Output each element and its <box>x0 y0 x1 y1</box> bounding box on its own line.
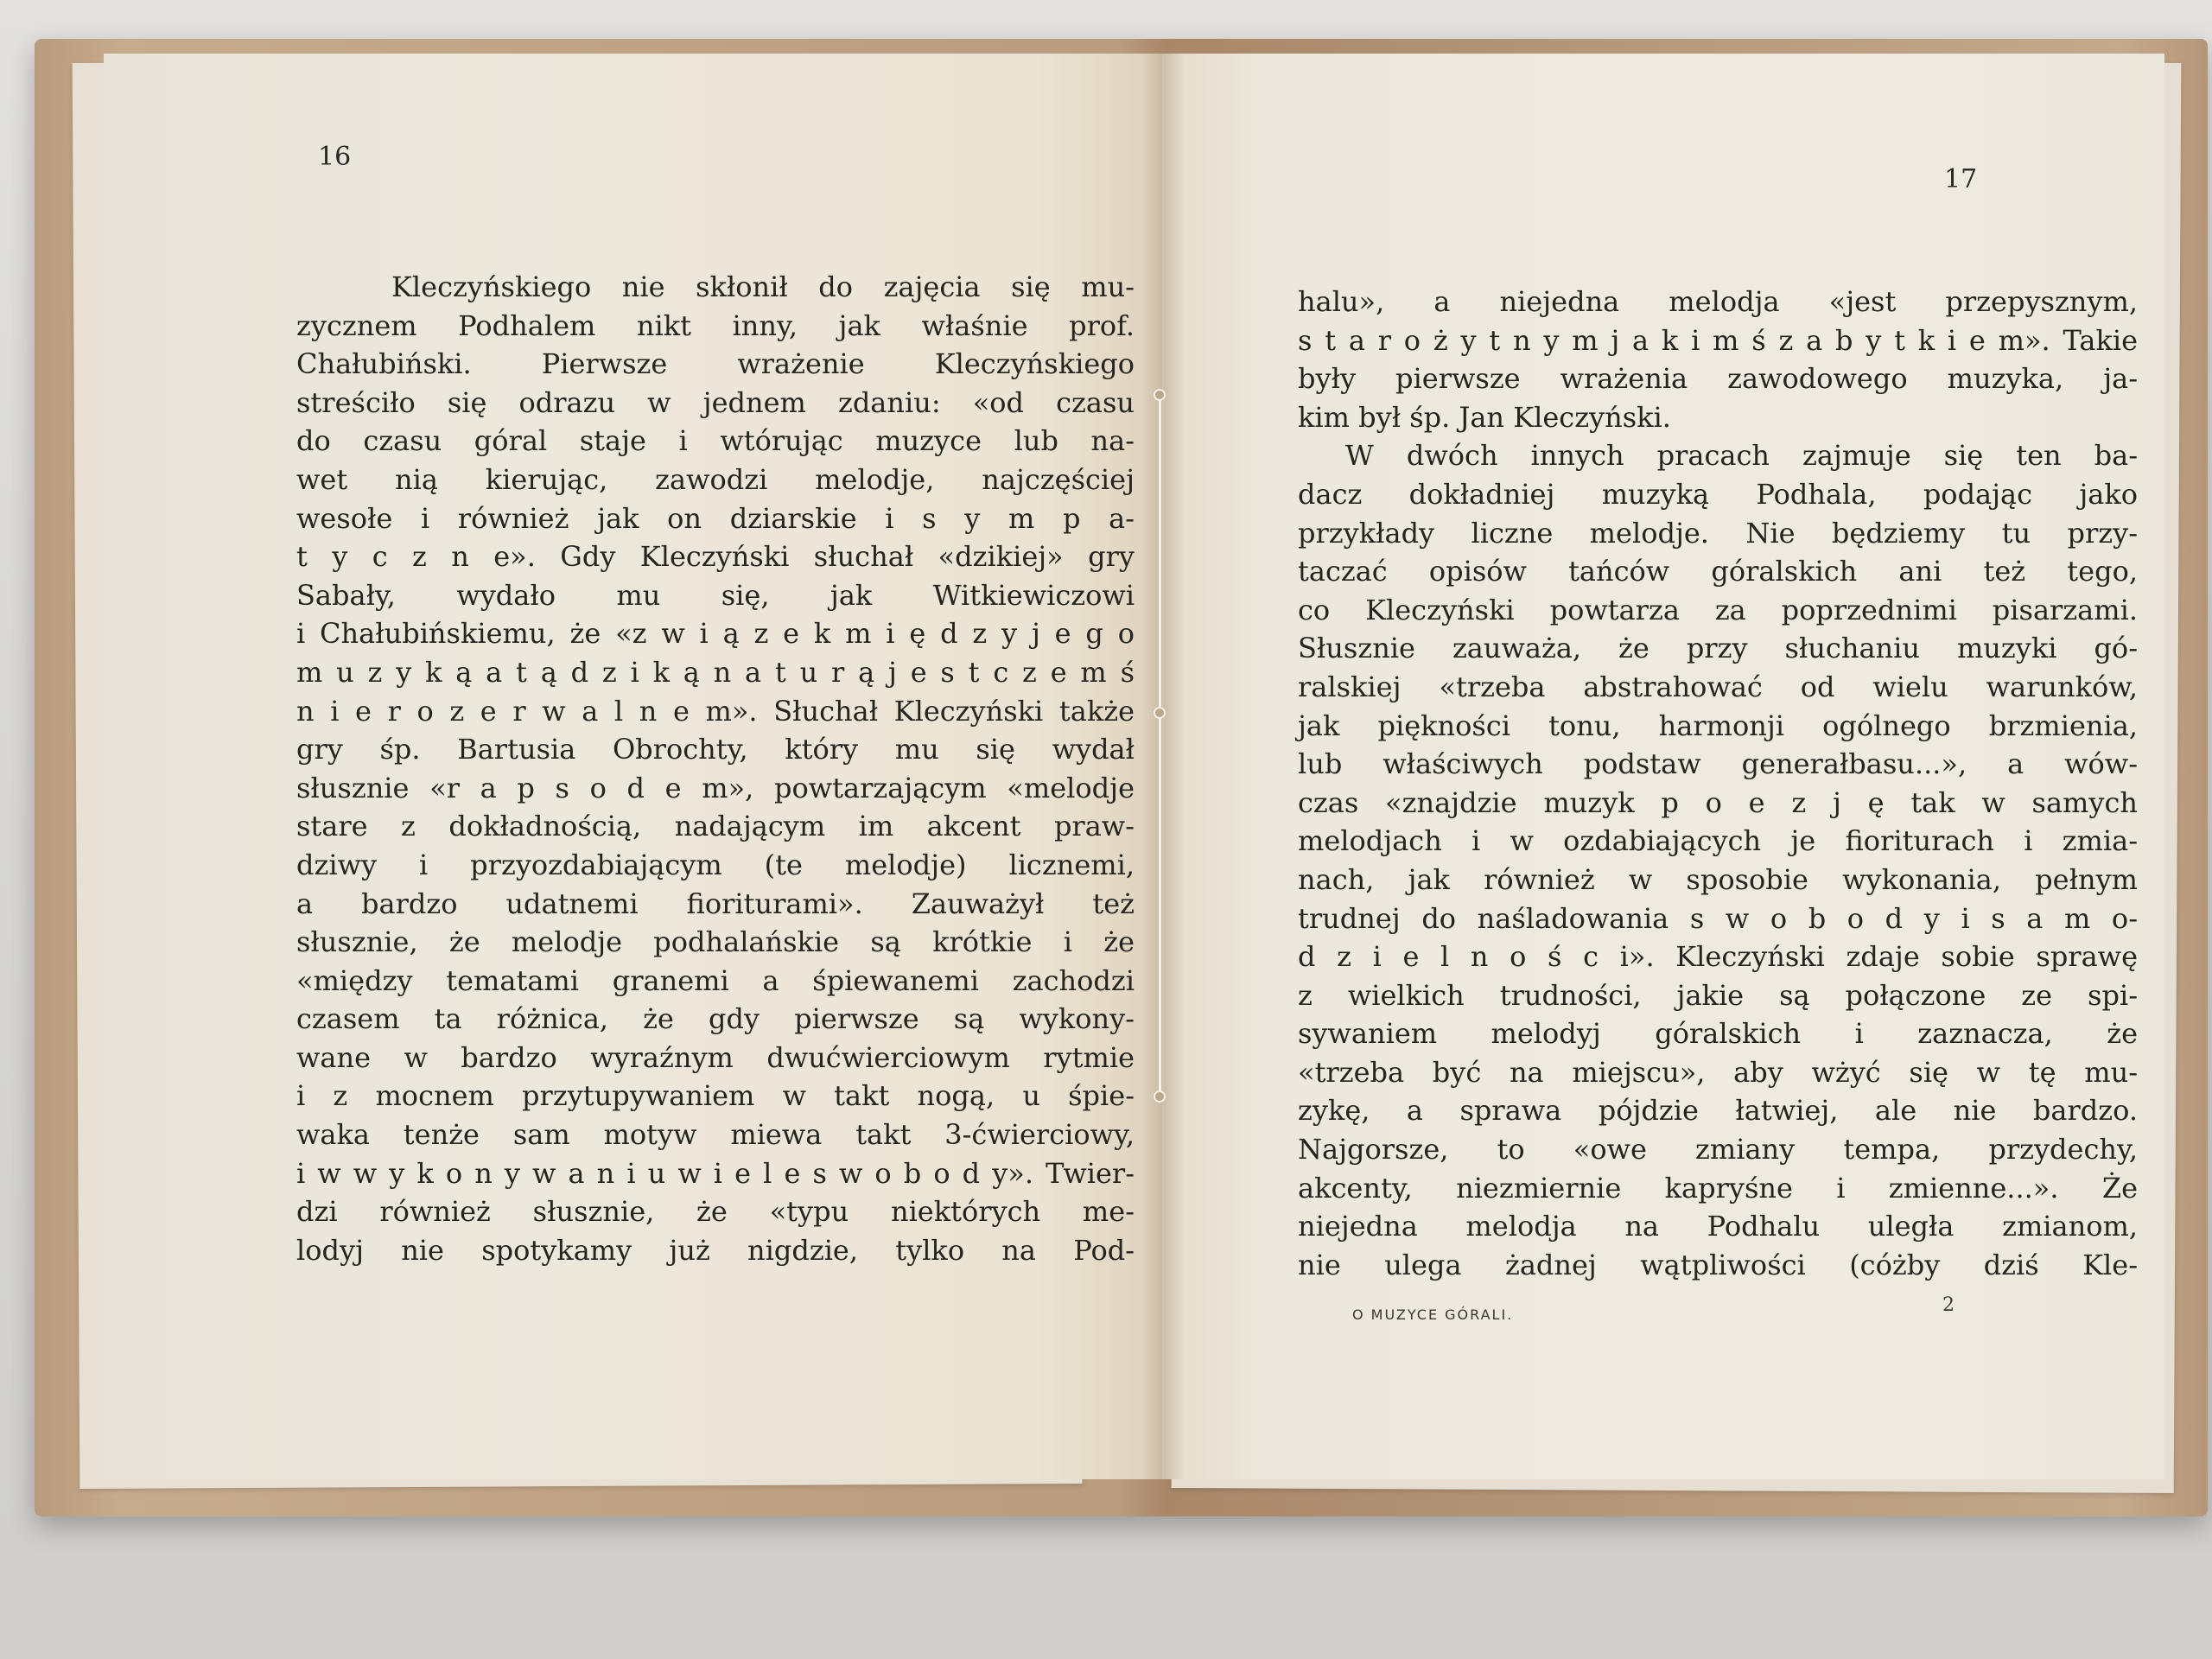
text-line: lub właściwych podstaw generałbasu...», a wów- <box>1298 747 2138 781</box>
page-number-left: 16 <box>318 142 352 172</box>
text-line: z wielkich trudności, jakie są połączone ze spi- <box>1298 978 2138 1012</box>
text-line: dacz dokładniej muzyką Podhala, podając jako <box>1298 477 2138 511</box>
text-line: gry śp. Bartusia Obrochty, który mu się wydał <box>296 733 1135 766</box>
right-page <box>1162 54 2164 1479</box>
text-line: nie ulega żadnej wątpliwości (cóżby dziś Kle- <box>1298 1248 2138 1281</box>
page-number-right: 17 <box>1944 164 1978 194</box>
text-line: kim był śp. Jan Kleczyński. <box>1298 400 1671 434</box>
text-line: ralskiej «trzeba abstrahować od wielu warunków, <box>1298 670 2138 703</box>
text-line: nach, jak również w sposobie wykonania, pełnym <box>1298 862 2138 896</box>
text-line: wesołe i również jak on dziarskie i s y m p a- <box>296 501 1135 535</box>
text-line: zycznem Podhalem nikt inny, jak właśnie prof. <box>296 308 1135 342</box>
text-line: W dwóch innych pracach zajmuje się ten ba- <box>1345 439 2138 473</box>
text-line: a bardzo udatnemi fioriturami». Zauważył też <box>296 887 1135 920</box>
text-line: akcenty, niezmiernie kapryśne i zmienne...». Że <box>1298 1171 2138 1205</box>
text-line: lodyj nie spotykamy już nigdzie, tylko na Pod- <box>296 1233 1135 1267</box>
text-line: trudnej do naśladowania s w o b o d y i s a m o- <box>1298 901 2138 935</box>
text-line: zykę, a sprawa pójdzie łatwiej, ale nie bardzo. <box>1298 1094 2138 1128</box>
text-line: «trzeba być na miejscu», aby wżyć się w tę mu- <box>1298 1055 2138 1089</box>
text-line: wet nią kierując, zawodzi melodje, najczęściej <box>296 462 1135 496</box>
text-line: dzi również słusznie, że «typu niektórych me- <box>296 1195 1135 1229</box>
text-line: Chałubiński. Pierwsze wrażenie Kleczyńskiego <box>296 347 1135 381</box>
left-page-text <box>296 268 1135 1269</box>
text-line: Słusznie zauważa, że przy słuchaniu muzyki gó- <box>1298 632 2138 665</box>
text-line: i z mocnem przytupywaniem w takt nogą, u śpie- <box>296 1079 1135 1113</box>
text-line: niejedna melodja na Podhalu uległa zmianom, <box>1298 1210 2138 1243</box>
text-line: m u z y k ą a t ą d z i k ą n a t u r ą j e s t c z e m ś <box>296 655 1135 689</box>
text-line: waka tenże sam motyw miewa takt 3-ćwierciowy, <box>296 1118 1135 1152</box>
text-line: n i e r o z e r w a l n e m». Słuchał Kleczyński także <box>296 694 1135 728</box>
text-line: do czasu góral staje i wtórując muzyce lub na- <box>296 424 1135 458</box>
footer-title: O MUZYCE GÓRALI. <box>1352 1306 1514 1323</box>
text-line: i w w y k o n y w a n i u w i e l e s w o b o d y». Twier- <box>296 1156 1135 1190</box>
text-line: Kleczyńskiego nie skłonił do zajęcia się mu- <box>391 270 1135 303</box>
text-line: Najgorsze, to «owe zmiany tempa, przydechy, <box>1298 1133 2138 1166</box>
text-line: jak piękności tonu, harmonji ogólnego brzmienia, <box>1298 709 2138 742</box>
text-line: dziwy i przyozdabiającym (te melodje) licznemi, <box>296 848 1135 881</box>
text-line: Sabały, wydało mu się, jak Witkiewiczowi <box>296 578 1135 612</box>
text-line: melodjach i w ozdabiających je fioriturach i zmia- <box>1298 824 2138 858</box>
text-line: słusznie «r a p s o d e m», powtarzającym «melodje <box>296 771 1135 804</box>
binding-stitch <box>1154 1090 1166 1103</box>
binding-thread <box>1159 397 1161 1102</box>
binding-stitch <box>1154 389 1166 401</box>
left-page <box>104 54 1162 1479</box>
text-line: i Chałubińskiemu, że «z w i ą z e k m i ę d z y j e g o <box>296 617 1135 651</box>
text-line: «między tematami granemi a śpiewanemi zachodzi <box>296 963 1135 997</box>
text-line: czas «znajdzie muzyk p o e z j ę tak w samych <box>1298 785 2138 819</box>
text-line: halu», a niejedna melodja «jest przepysznym, <box>1298 285 2138 318</box>
text-line: stare z dokładnością, nadającym im akcent praw- <box>296 810 1135 843</box>
text-line: czasem ta różnica, że gdy pierwsze są wykony- <box>296 1002 1135 1036</box>
text-line: słusznie, że melodje podhalańskie są krótkie i że <box>296 925 1135 959</box>
text-line: streściło się odrazu w jednem zdaniu: «od czasu <box>296 385 1135 419</box>
text-line: sywaniem melodyj góralskich i zaznacza, że <box>1298 1017 2138 1051</box>
text-line: były pierwsze wrażenia zawodowego muzyka, ja- <box>1298 362 2138 396</box>
text-line: wane w bardzo wyraźnym dwućwierciowym rytmie <box>296 1040 1135 1074</box>
text-line: s t a r o ż y t n y m j a k i m ś z a b y t k i e m». Takie <box>1298 323 2138 357</box>
text-line: t y c z n e». Gdy Kleczyński słuchał «dzikiej» gry <box>296 540 1135 574</box>
right-page-text <box>1298 283 2138 1284</box>
text-line: przykłady liczne melodje. Nie będziemy tu przy- <box>1298 516 2138 550</box>
text-line: co Kleczyński powtarza za poprzednimi pisarzami. <box>1298 593 2138 626</box>
text-line: d z i e l n o ś c i». Kleczyński zdaje sobie sprawę <box>1298 940 2138 974</box>
text-line: taczać opisów tańców góralskich ani też tego, <box>1298 555 2138 588</box>
book-gutter <box>1141 54 1184 1479</box>
binding-stitch <box>1154 707 1166 719</box>
signature-mark: 2 <box>1942 1294 1955 1316</box>
